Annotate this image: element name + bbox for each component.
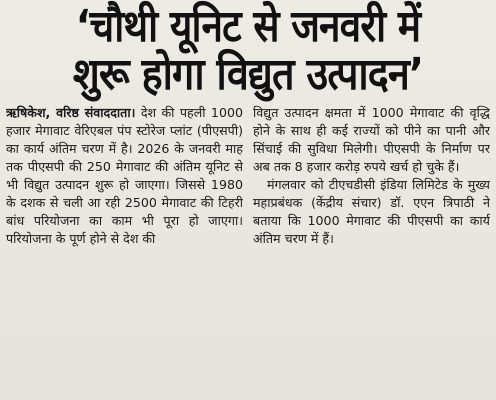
paragraph (6, 104, 243, 248)
headline (6, 0, 490, 101)
paragraph-text: देश की पहली 1000 हजार मेगावाट वेरिएबल पंप स्टोरेज प्लांट (पीएसपी) का कार्य अंतिम चरण में है। 2026 के जनवरी माह तक पीएसपी की 250 मेगावाट की अंतिम यूनिट से भी विद्युत उत्पादन शुरू हो जाएगा। जिससे 1980 के दशक से चली आ रही 2500 मेगावाट की टिहरी बांध परियोजना का काम भी पूरा हो जाएगा। परियोजना के पूर्ण होने से देश की (6, 105, 243, 247)
article-column-2 (253, 104, 490, 248)
headline-line-1: ‘चौथी यूनिट से जनवरी में (75, 1, 421, 52)
paragraph-text: मंगलवार को टीएचडीसी इंडिया लिमिटेड के मुख्य महाप्रबंधक (केंद्रीय संचार) डॉ. एएन त्रिपाठी ने बताया कि 1000 मेगावाट की पीएसपी का कार्य अंतिम चरण में हैं। (253, 177, 490, 247)
headline-line-2: शुरू होगा विद्युत उत्पादन’ (72, 49, 424, 101)
paragraph: विद्युत उत्पादन क्षमता में 1000 मेगावाट की वृद्धि होने के साथ ही कई राज्यों को पीने का पानी और सिंचाई की सुविधा मिलेगी। पीएसपी के निर्माण पर अब तक 8 हजार करोड़ रुपये खर्च हो चुके हैं। (253, 105, 490, 175)
article-body (6, 104, 490, 248)
paragraph (253, 176, 490, 248)
article-column-1 (6, 104, 243, 248)
byline: ऋषिकेश, वरिष्ठ संवाददाता। (6, 105, 136, 121)
